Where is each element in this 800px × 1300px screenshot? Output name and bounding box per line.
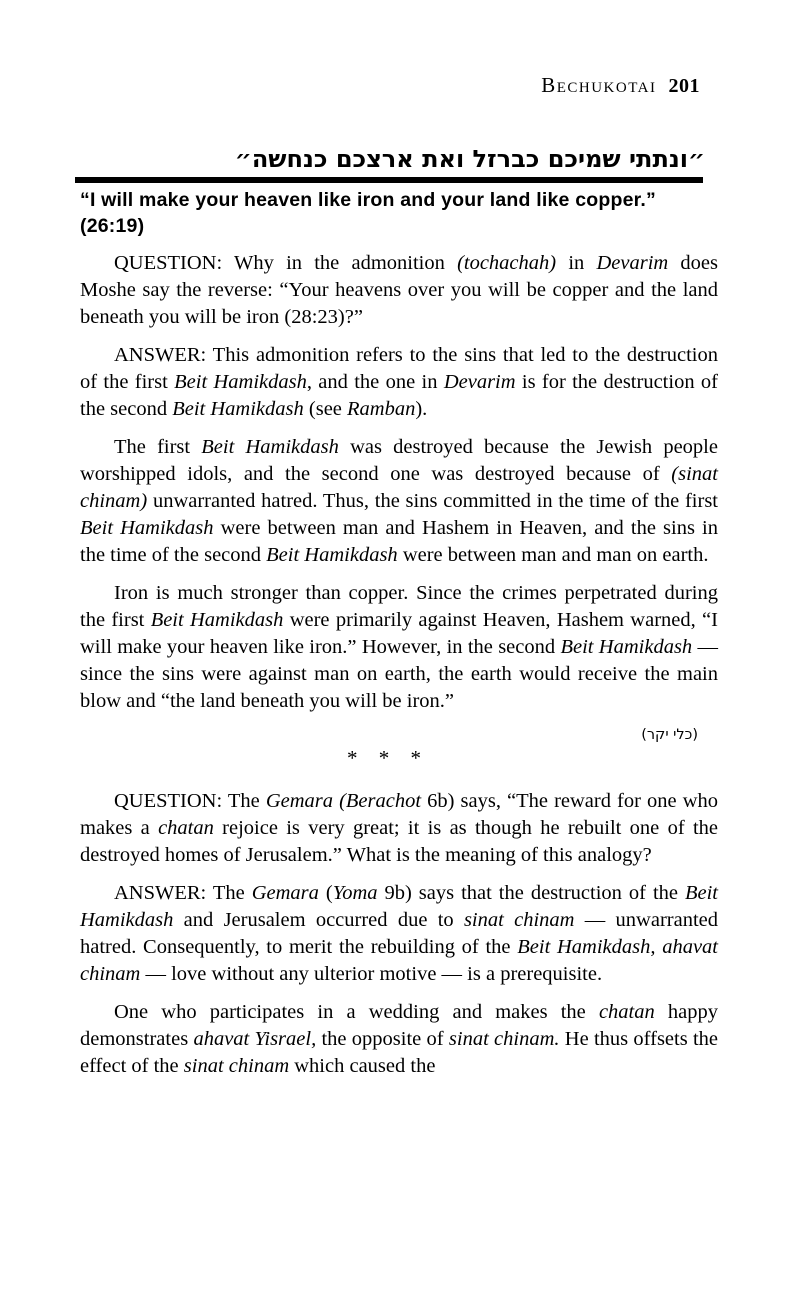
hebrew-verse-headline: ״ונתתי שמיכם כברזל ואת ארצכם כנחשה״ xyxy=(234,145,705,173)
paragraph-question-1: QUESTION: Why in the admonition (tochachah) in Devarim does Moshe say the reverse: “Your heavens over you will be copper and the land beneath you will be iron (28:23)?” xyxy=(80,252,718,328)
verse-caption-translation: “I will make your heaven like iron and your land like copper.” xyxy=(80,189,656,211)
running-head xyxy=(80,74,700,99)
paragraph-answer-1: ANSWER: This admonition refers to the sins that led to the destruction of the first Beit Hamikdash, and the one in Devarim is for the destruction of the second Beit Hamikdash (see Ramban). xyxy=(80,344,718,420)
paragraph-body-2: Iron is much stronger than copper. Since the crimes perpetrated during the first Beit Hamikdash were primarily against Heaven, Hashem warned, “I will make your heaven like iron.” However, in the second Beit Hamikdash — since the sins were against man on earth, the earth would receive the main blow and “the land beneath you will be iron.” xyxy=(80,582,718,712)
source-citation: (כלי יקר) xyxy=(641,727,698,743)
paragraph-question-2: QUESTION: The Gemara (Berachot 6b) says, “The reward for one who makes a chatan rejoice is very great; it is as though he rebuilt one of the destroyed homes of Jerusalem.” What is the meaning of this analogy? xyxy=(80,790,718,866)
body-text xyxy=(80,250,718,1091)
paragraph-body-3: One who participates in a wedding and makes the chatan happy demonstrates ahavat Yisrael, the opposite of sinat chinam. He thus offsets the effect of the sinat chinam which caused the xyxy=(80,1001,719,1077)
paragraph-body-1: The first Beit Hamikdash was destroyed because the Jewish people worshipped idols, and the second one was destroyed because of (sinat chinam) unwarranted hatred. Thus, the sins committed in the time of the first Beit Hamikdash were between man and Hashem in Heaven, and the sins in the time of the second Beit Hamikdash were between man and man on earth. xyxy=(80,436,718,566)
section-separator: * * * xyxy=(347,746,421,770)
section-title: Bechukotai xyxy=(541,73,657,97)
verse-caption xyxy=(80,187,718,239)
page-number: 201 xyxy=(668,75,700,97)
verse-caption-reference: (26:19) xyxy=(80,215,145,237)
headline-rule xyxy=(75,177,703,183)
paragraph-answer-2: ANSWER: The Gemara (Yoma 9b) says that the destruction of the Beit Hamikdash and Jerusalem occurred due to sinat chinam — unwarranted hatred. Consequently, to merit the rebuilding of the Beit Hamikdash, ahavat chinam — love without any ulterior motive — is a prerequisite. xyxy=(80,882,718,985)
headline-block xyxy=(80,144,718,239)
